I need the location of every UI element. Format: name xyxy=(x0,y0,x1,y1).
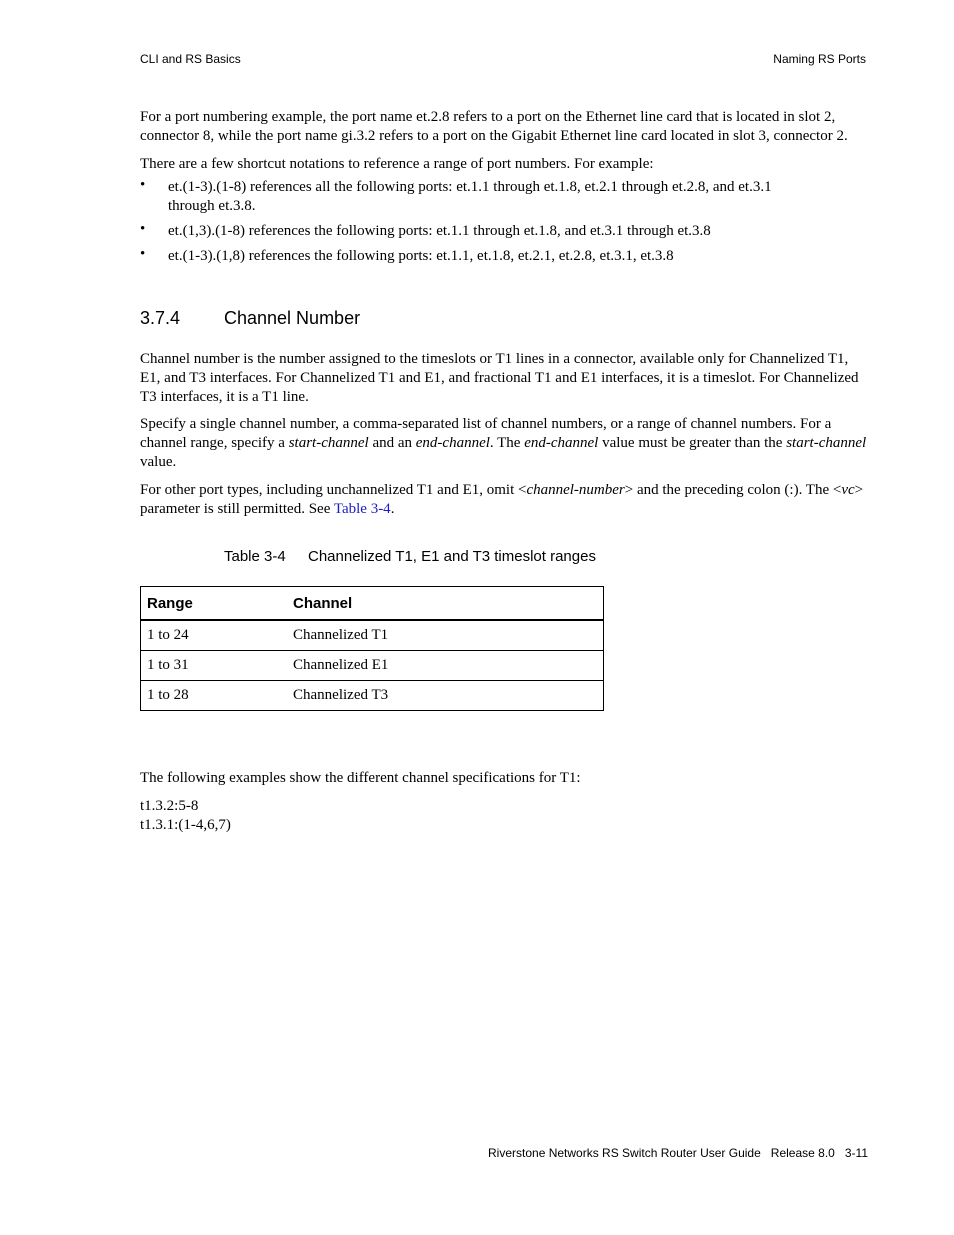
bullet-marker: • xyxy=(140,246,146,262)
section-paragraph-3: For other port types, including unchannelized T1 and E1, omit <channel-number> and the preceding colon (:). The <vc> parameter is still permitted. See Table 3-4. xyxy=(140,482,864,517)
bullet-marker: • xyxy=(140,221,146,237)
bullet-item-3: et.(1-3).(1,8) references the following ports: et.1.1, et.1.8, et.2.1, et.2.8, et.3.1, et.3.8 xyxy=(168,248,674,264)
section-number: 3.7.4 xyxy=(140,308,181,328)
table-3-4-link[interactable]: Table 3-4 xyxy=(333,501,391,517)
bullet-marker: • xyxy=(140,177,146,193)
footer-guide-title: Riverstone Networks RS Switch Router User Guide xyxy=(488,1146,761,1160)
table-row xyxy=(141,651,604,681)
section-title: Channel Number xyxy=(224,308,361,328)
table-row xyxy=(141,620,604,651)
table-header-row xyxy=(141,587,604,621)
running-footer xyxy=(488,1146,868,1160)
timeslot-ranges-table xyxy=(140,586,604,711)
intro-paragraph-2: There are a few shortcut notations to reference a range of port numbers. For example: xyxy=(140,156,654,172)
column-header-range: Range xyxy=(141,587,288,621)
examples-intro: The following examples show the different channel specifications for T1: xyxy=(140,770,581,786)
footer-release: Release 8.0 xyxy=(770,1146,835,1160)
running-header-right: Naming RS Ports xyxy=(773,52,866,66)
range-cell: 1 to 24 xyxy=(141,620,288,651)
bullet-item-1: et.(1-3).(1-8) references all the following ports: et.1.1 through et.1.8, et.2.1 through et.2.8, and et.3.1 through et.3.8. xyxy=(168,179,772,214)
column-header-channel: Channel xyxy=(287,587,604,621)
intro-paragraph-1: For a port numbering example, the port name et.2.8 refers to a port on the Ethernet line card that is located in slot 2, connector 8, while the port name gi.3.2 refers to a port on the Gigabit Ethernet line card located in slot 3, connector 2. xyxy=(140,109,848,144)
running-header-left: CLI and RS Basics xyxy=(140,52,241,66)
example-line-2: t1.3.1:(1-4,6,7) xyxy=(140,817,231,833)
channel-cell: Channelized E1 xyxy=(287,651,604,681)
section-paragraph-1: Channel number is the number assigned to the timeslots or T1 lines in a connector, available only for Channelized T1, E1, and T3 interfaces. For Channelized T1 and E1, and fractional T1 and E1 interfaces, it is a timeslot. For Channelized T3 interfaces, it is a T1 line. xyxy=(140,351,859,405)
example-line-1: t1.3.2:5-8 xyxy=(140,798,199,814)
table-caption-number: Table 3-4 xyxy=(224,548,286,565)
footer-page-number: 3-11 xyxy=(844,1146,868,1160)
channel-cell: Channelized T1 xyxy=(287,620,604,651)
channel-cell: Channelized T3 xyxy=(287,681,604,711)
range-cell: 1 to 31 xyxy=(141,651,288,681)
table-caption-title: Channelized T1, E1 and T3 timeslot ranges xyxy=(308,548,596,565)
range-cell: 1 to 28 xyxy=(141,681,288,711)
section-paragraph-2: Specify a single channel number, a comma-separated list of channel numbers, or a range of channel numbers. For a channel range, specify a start-channel and an end-channel. The end-channel value must be greater than the start-channel value. xyxy=(140,416,867,470)
bullet-item-2: et.(1,3).(1-8) references the following ports: et.1.1 through et.1.8, and et.3.1 through et.3.8 xyxy=(168,223,711,239)
table-row xyxy=(141,681,604,711)
